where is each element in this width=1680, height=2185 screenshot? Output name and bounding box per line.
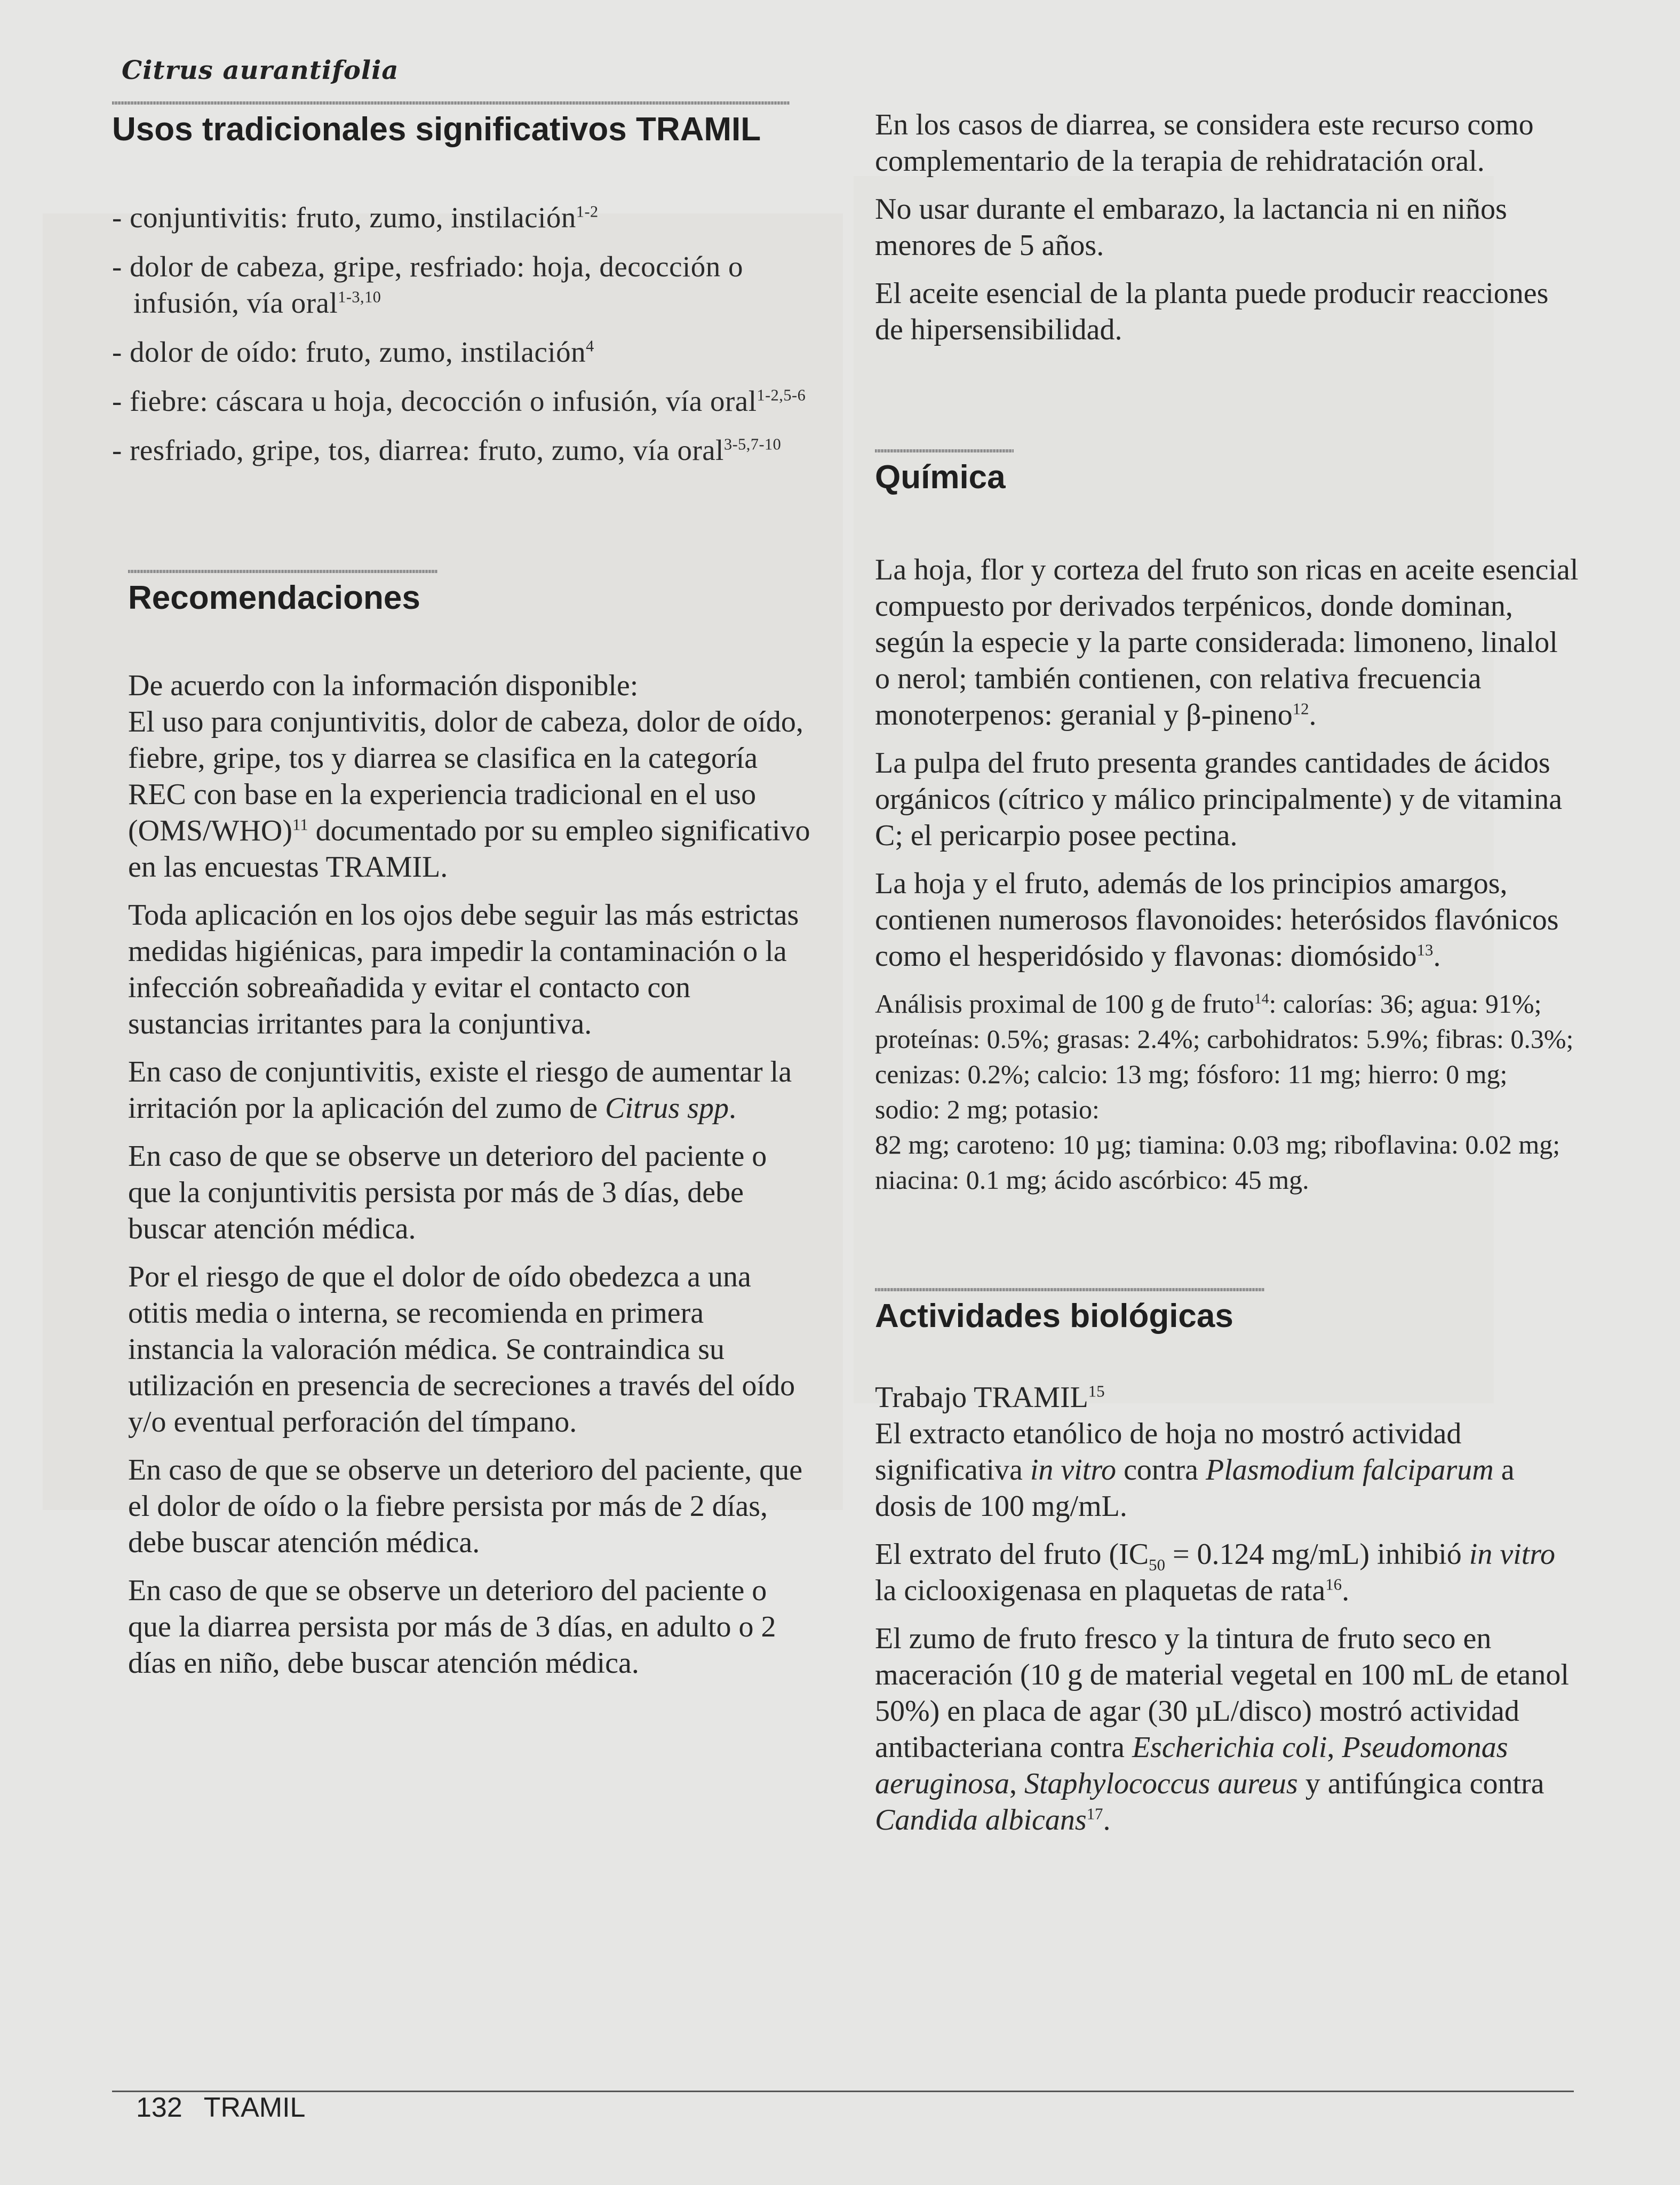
footer-label: TRAMIL	[203, 2092, 306, 2123]
section-heading: Usos tradicionales significativos TRAMIL	[112, 111, 761, 148]
paragraph: En caso de que se observe un deterioro del paciente o que la conjuntivitis persista por más de 3 días, debe buscar atención médica.	[128, 1140, 767, 1245]
list-item: - fiebre: cáscara u hoja, decocción o infusión, vía oral$^{1-2,5-6}$	[112, 383, 816, 419]
usos-list	[112, 200, 816, 468]
paragraph: No usar durante el embarazo, la lactancia ni en niños menores de 5 años.	[875, 193, 1507, 262]
actividades-body	[875, 1379, 1579, 1838]
list-item: - dolor de oído: fruto, zumo, instilación$^4$	[112, 334, 816, 370]
paragraph: El aceite esencial de la planta puede producir reacciones de hipersensibilidad.	[875, 277, 1549, 346]
section-recomendaciones	[112, 570, 816, 1682]
paragraph: En caso de conjuntivitis, existe el riesgo de aumentar la irritación por la aplicación del zumo de Citrus spp.	[128, 1055, 792, 1125]
list-item: - conjuntivitis: fruto, zumo, instilación$^{1-2}$	[112, 200, 816, 236]
paragraph: La hoja, flor y corteza del fruto son ricas en aceite esencial compuesto por derivados terpénicos, donde dominan, según la especie y la parte considerada: limoneno, linalol o nerol; también contienen, con relativa frecuencia monoterpenos: geranial y β-pineno$^{12}$.	[875, 553, 1579, 732]
paragraph: La pulpa del fruto presenta grandes cantidades de ácidos orgánicos (cítrico y málico principalmente) y de vitamina C; el pericarpio posee pectina.	[875, 746, 1563, 852]
section-rule	[875, 1288, 1264, 1291]
list-item: - dolor de cabeza, gripe, resfriado: hoja, decocción o infusión, vía oral$^{1-3,10}$	[112, 249, 816, 321]
section-heading: Química	[875, 459, 1006, 496]
paragraph: Trabajo TRAMIL$^{15}$ El extracto etanólico de hoja no mostró actividad significativa in vitro contra Plasmodium falciparum a dosis de 100 mg/mL.	[875, 1381, 1515, 1523]
recomendaciones-body	[128, 668, 816, 1681]
paragraph: Por el riesgo de que el dolor de oído obedezca a una otitis media o interna, se recomienda en primera instancia la valoración médica. Se contraindica su utilización en presencia de secreciones a través del oído y/o eventual perforación del tímpano.	[128, 1260, 795, 1439]
paragraph: En los casos de diarrea, se considera este recurso como complementario de la terapia de rehidratación oral.	[875, 108, 1534, 178]
page-number: 132	[136, 2092, 182, 2123]
paragraph: El zumo de fruto fresco y la tintura de fruto seco en maceración (10 g de material vegetal en 100 mL de etanol 50%) en placa de agar (30 µL/disco) mostró actividad antibacteriana contra Escherichia coli, Pseudomonas aeruginosa, Staphylococcus aureus y antifúngica contra Candida albicans$^{17}$.	[875, 1622, 1569, 1837]
section-heading: Actividades biológicas	[875, 1297, 1233, 1334]
section-intro	[875, 107, 1579, 348]
paragraph: Análisis proximal de 100 g de fruto$^{14}$: calorías: 36; agua: 91%; proteínas: 0.5%; grasas: 2.4%; carbohidratos: 5.9%; fibras: 0.3%; cenizas: 0.2%; calcio: 13 mg; fósforo: 11 mg; hierro: 0 mg; sodio: 2 mg; potasio: 82 mg; caroteno: 10 µg; tiamina: 0.03 mg; riboflavina: 0.02 mg; niacina: 0.1 mg; ácido ascórbico: 45 mg.	[875, 988, 1574, 1195]
left-column	[112, 101, 816, 1693]
paragraph: De acuerdo con la información disponible: El uso para conjuntivitis, dolor de cabeza, dolor de oído, fiebre, gripe, tos y diarrea se clasifica en la categoría REC con base en la experiencia tradicional en el uso $(OMS/WHO)^{11}$ documentado por su empleo significativo en las encuestas TRAMIL.	[128, 669, 810, 884]
section-actividades	[875, 1288, 1579, 1839]
paragraph: En caso de que se observe un deterioro del paciente, que el dolor de oído o la fiebre persista por más de 2 días, debe buscar atención médica.	[128, 1453, 803, 1559]
section-quimica	[875, 449, 1579, 1197]
paragraph: En caso de que se observe un deterioro del paciente o que la diarrea persista por más de 3 días, en adulto o 2 días en niño, debe buscar atención médica.	[128, 1574, 776, 1680]
running-head: Citrus aurantifolia	[122, 55, 399, 85]
page-footer	[136, 2092, 327, 2124]
paragraph: Toda aplicación en los ojos debe seguir las más estrictas medidas higiénicas, para impedir la contaminación o la infección sobreañadida y evitar el contacto con sustancias irritantes para la conjuntiva.	[128, 899, 799, 1040]
section-rule	[112, 101, 790, 105]
section-rule	[128, 570, 437, 573]
right-column	[875, 101, 1579, 1850]
section-usos	[112, 101, 816, 468]
quimica-body	[875, 552, 1579, 1197]
footer-rule	[112, 2091, 1574, 2092]
section-heading: Recomendaciones	[128, 579, 420, 616]
paragraph: El extrato del fruto ($IC_{50} = 0.124$ mg/mL) inhibió in vitro la ciclooxigenasa en plaquetas de rata$^{16}$.	[875, 1538, 1556, 1607]
list-item: - resfriado, gripe, tos, diarrea: fruto, zumo, vía oral$^{3-5,7-10}$	[112, 432, 816, 468]
section-rule	[875, 449, 1014, 452]
paragraph: La hoja y el fruto, además de los principios amargos, contienen numerosos flavonoides: heterósidos flavónicos como el hesperidósido y flavonas: diomósido$^{13}$.	[875, 867, 1559, 973]
